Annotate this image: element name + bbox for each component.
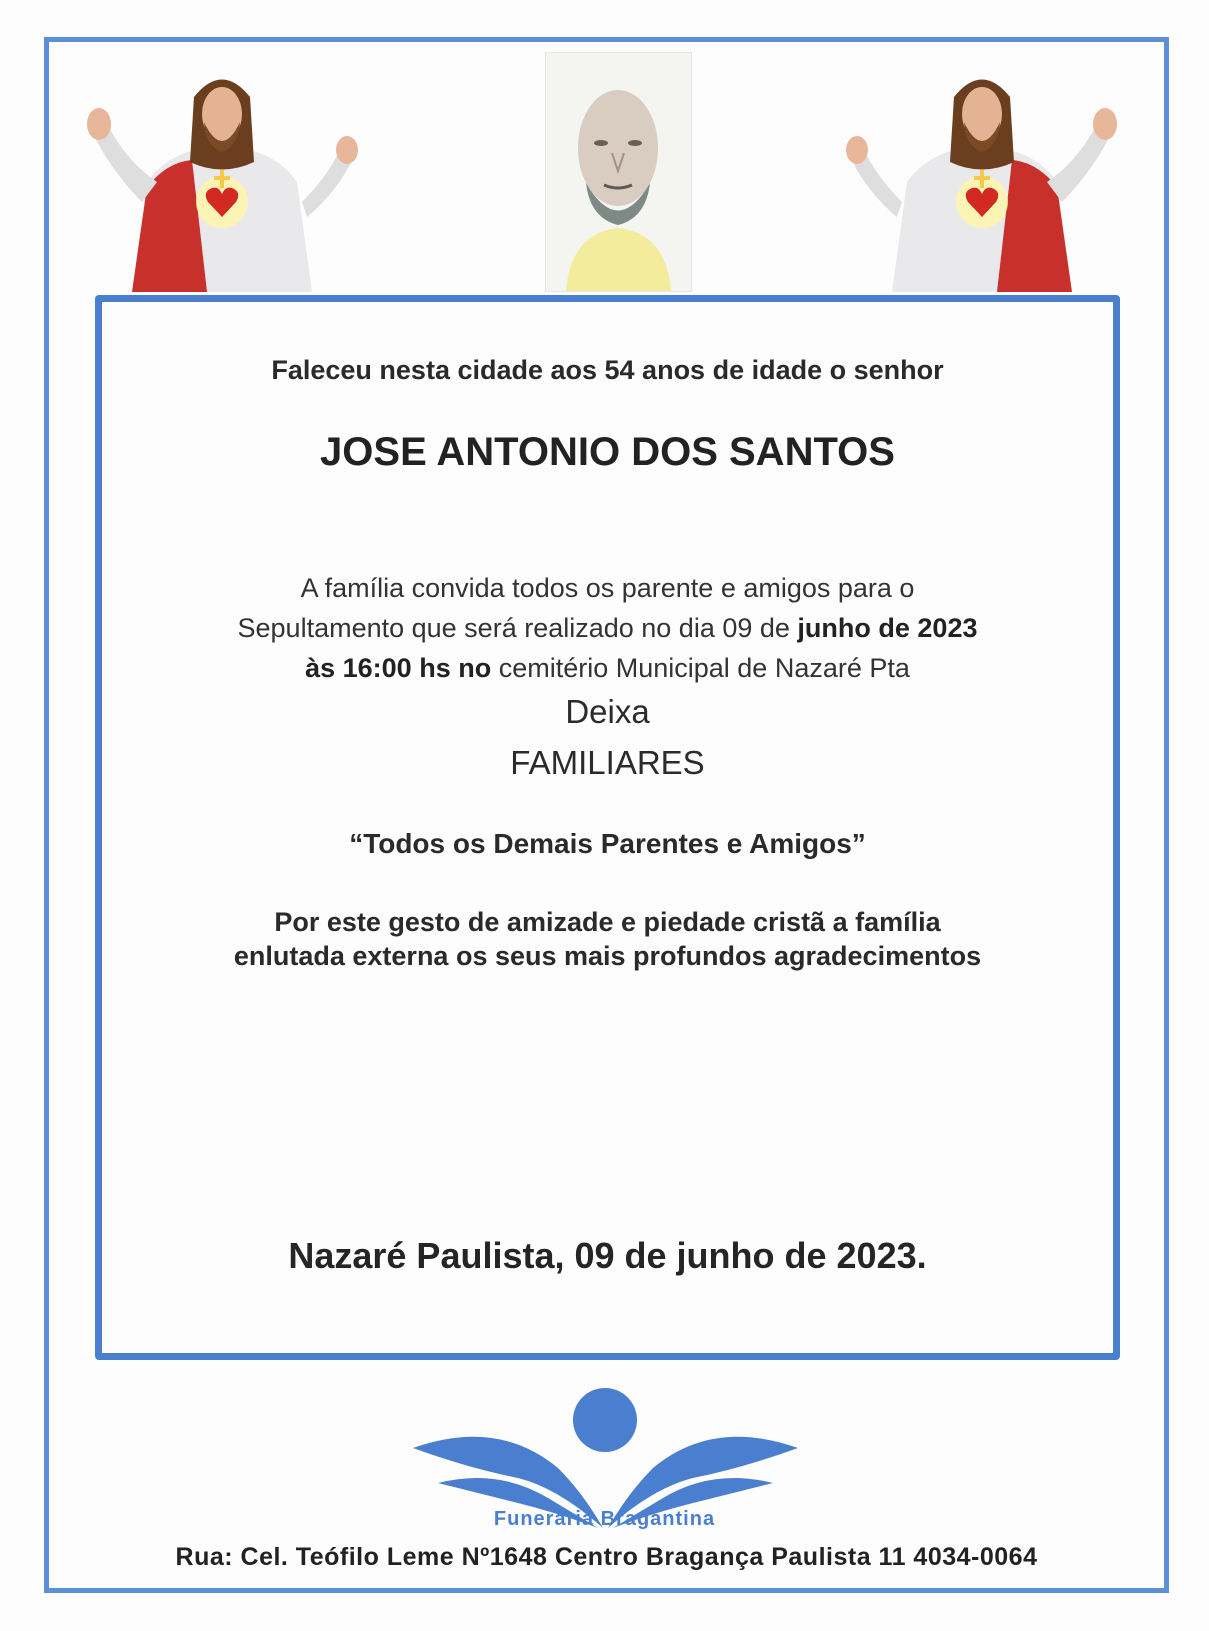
brand-name: Funerária Bragantina (493, 1508, 716, 1530)
thanks-paragraph (95, 905, 1120, 973)
invitation-line-2 (95, 608, 1120, 648)
thanks-line-1: Por este gesto de amizade e piedade cristã a família (274, 907, 941, 937)
deceased-portrait (545, 52, 692, 292)
family-label: FAMILIARES (510, 744, 705, 781)
leaves-label: Deixa (565, 693, 650, 730)
place-date: Nazaré Paulista, 09 de junho de 2023. (288, 1235, 927, 1276)
invitation-line-3 (95, 648, 1120, 688)
invitation-line-2-text: Sepultamento que será realizado no dia 09 de (237, 613, 798, 643)
invitation-line-1: A família convida todos os parente e amigos para o (300, 573, 915, 603)
invitation-paragraph (95, 568, 1120, 688)
address-line: Rua: Cel. Teófilo Leme Nº1648 Centro Bragança Paulista 11 4034-0064 (175, 1543, 1038, 1571)
cemetery-text: cemitério Municipal de Nazaré Pta (491, 653, 910, 683)
sacred-heart-jesus-icon (72, 52, 372, 292)
quote-text: “Todos os Demais Parentes e Amigos” (349, 828, 866, 859)
sacred-heart-jesus-icon (832, 52, 1132, 292)
intro-text: Faleceu nesta cidade aos 54 anos de idade o senhor (271, 355, 944, 385)
deceased-name: JOSE ANTONIO DOS SANTOS (320, 430, 895, 474)
thanks-line-2: enlutada externa os seus mais profundos agradecimentos (233, 941, 982, 971)
burial-time: às 16:00 hs no (305, 653, 492, 683)
burial-date: junho de 2023 (797, 613, 978, 643)
